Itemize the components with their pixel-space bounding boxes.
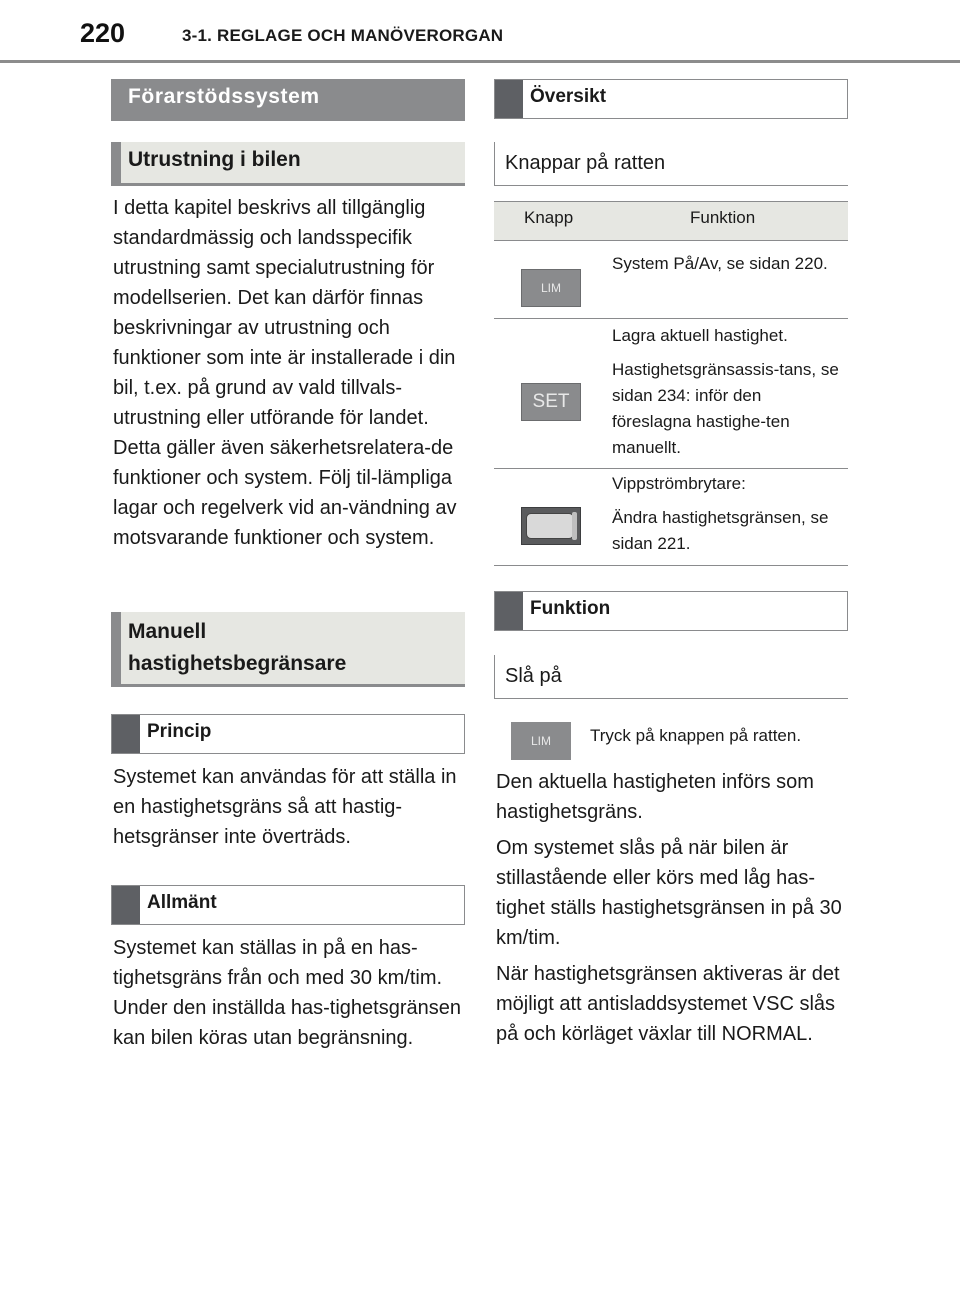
switch-on-paragraph-1: Den aktuella hastigheten införs som hastighetsgräns. (496, 771, 814, 823)
table-row (494, 319, 848, 469)
overview-heading-label: Översikt (530, 86, 607, 107)
general-text: Systemet kan ställas in på en has-tighetsgräns från och med 30 km/tim. Under den inställda has-tighetsgränsen kan bilen köras utan begränsning. (113, 937, 461, 1049)
steering-buttons-heading (494, 142, 848, 186)
rocker-switch-edge (572, 512, 577, 540)
page-header (0, 0, 960, 62)
section-title: Förarstödssystem (111, 79, 465, 121)
table-header (494, 201, 848, 241)
button-function-table (494, 201, 848, 566)
function-heading-label: Funktion (530, 598, 611, 619)
lim-button-icon: LIM (521, 269, 581, 307)
heading-tab-marker (495, 80, 523, 118)
manual-limiter-heading-line2: hastighetsbegränsare (128, 652, 347, 675)
switch-on-paragraphs (496, 767, 848, 1049)
steering-buttons-heading-label: Knappar på ratten (505, 152, 666, 174)
manual-limiter-heading (111, 612, 465, 687)
function-heading (494, 591, 848, 631)
chapter-title: 3-1. REGLAGE OCH MANÖVERORGAN (182, 26, 504, 45)
table-row (494, 241, 848, 319)
heading-tab-marker (112, 715, 140, 753)
switch-on-heading (494, 655, 848, 699)
rocker-switch-icon (521, 507, 581, 545)
equipment-paragraph (113, 193, 465, 553)
principle-paragraph (113, 762, 465, 852)
general-heading (111, 885, 465, 925)
equipment-heading (111, 142, 465, 186)
table-row (494, 469, 848, 566)
manual-limiter-heading-line1: Manuell (128, 620, 207, 643)
heading-tab-marker (495, 592, 523, 630)
general-paragraph (113, 933, 465, 1053)
rocker-switch-paddle (526, 513, 574, 539)
lim-button-icon: LIM (511, 722, 571, 760)
general-heading-label: Allmänt (147, 892, 217, 913)
function-line: Vippströmbrytare: (612, 474, 746, 493)
switch-on-paragraph-3: När hastighetsgränsen aktiveras är det möjligt att antisladdsystemet VSC slås på och körläget växlar till NORMAL. (496, 963, 840, 1045)
principle-heading-label: Princip (147, 721, 212, 742)
set-button-icon: SET (521, 383, 581, 421)
column-header-function: Funktion (690, 208, 756, 227)
switch-on-caption: Tryck på knappen på ratten. (590, 726, 802, 745)
header-divider (0, 60, 960, 63)
heading-tab-marker (112, 886, 140, 924)
function-line: Lagra aktuell hastighet. (612, 326, 788, 345)
principle-text: Systemet kan användas för att ställa in en hastighetsgräns så att hastig-hetsgränser inte överträds. (113, 766, 457, 848)
function-cell (612, 471, 842, 565)
switch-on-heading-label: Slå på (505, 665, 562, 687)
overview-heading (494, 79, 848, 119)
equipment-text: I detta kapitel beskrivs all tillgänglig standardmässig och landsspecifik utrustning samt specialutrustning för modellserien. Det kan därför finnas beskrivningar av utrustning och funktioner som inte är installerade i din bil, t.ex. på grund av vald tillvals-utrustning eller utförande för landet. Detta gäller även säkerhetsrelatera-de funktioner och system. Följ til-lämpliga lagar och regelverk vid an-vändning av motsvarande funktioner och system. (113, 197, 457, 549)
function-line: Hastighetsgränsassis-tans, se sidan 234: inför den föreslagna hastighe-ten manuellt. (612, 360, 839, 457)
principle-heading (111, 714, 465, 754)
function-cell (612, 251, 842, 285)
equipment-heading-label: Utrustning i bilen (128, 148, 301, 171)
function-line: System På/Av, se sidan 220. (612, 254, 828, 273)
page-number: 220 (80, 18, 126, 48)
column-header-button: Knapp (524, 208, 574, 227)
switch-on-paragraph-2: Om systemet slås på när bilen är stillastående eller körs med låg has-tighet ställs hastighetsgränsen in på 30 km/tim. (496, 837, 842, 949)
function-line: Ändra hastighetsgränsen, se sidan 221. (612, 508, 829, 553)
function-cell (612, 323, 842, 469)
